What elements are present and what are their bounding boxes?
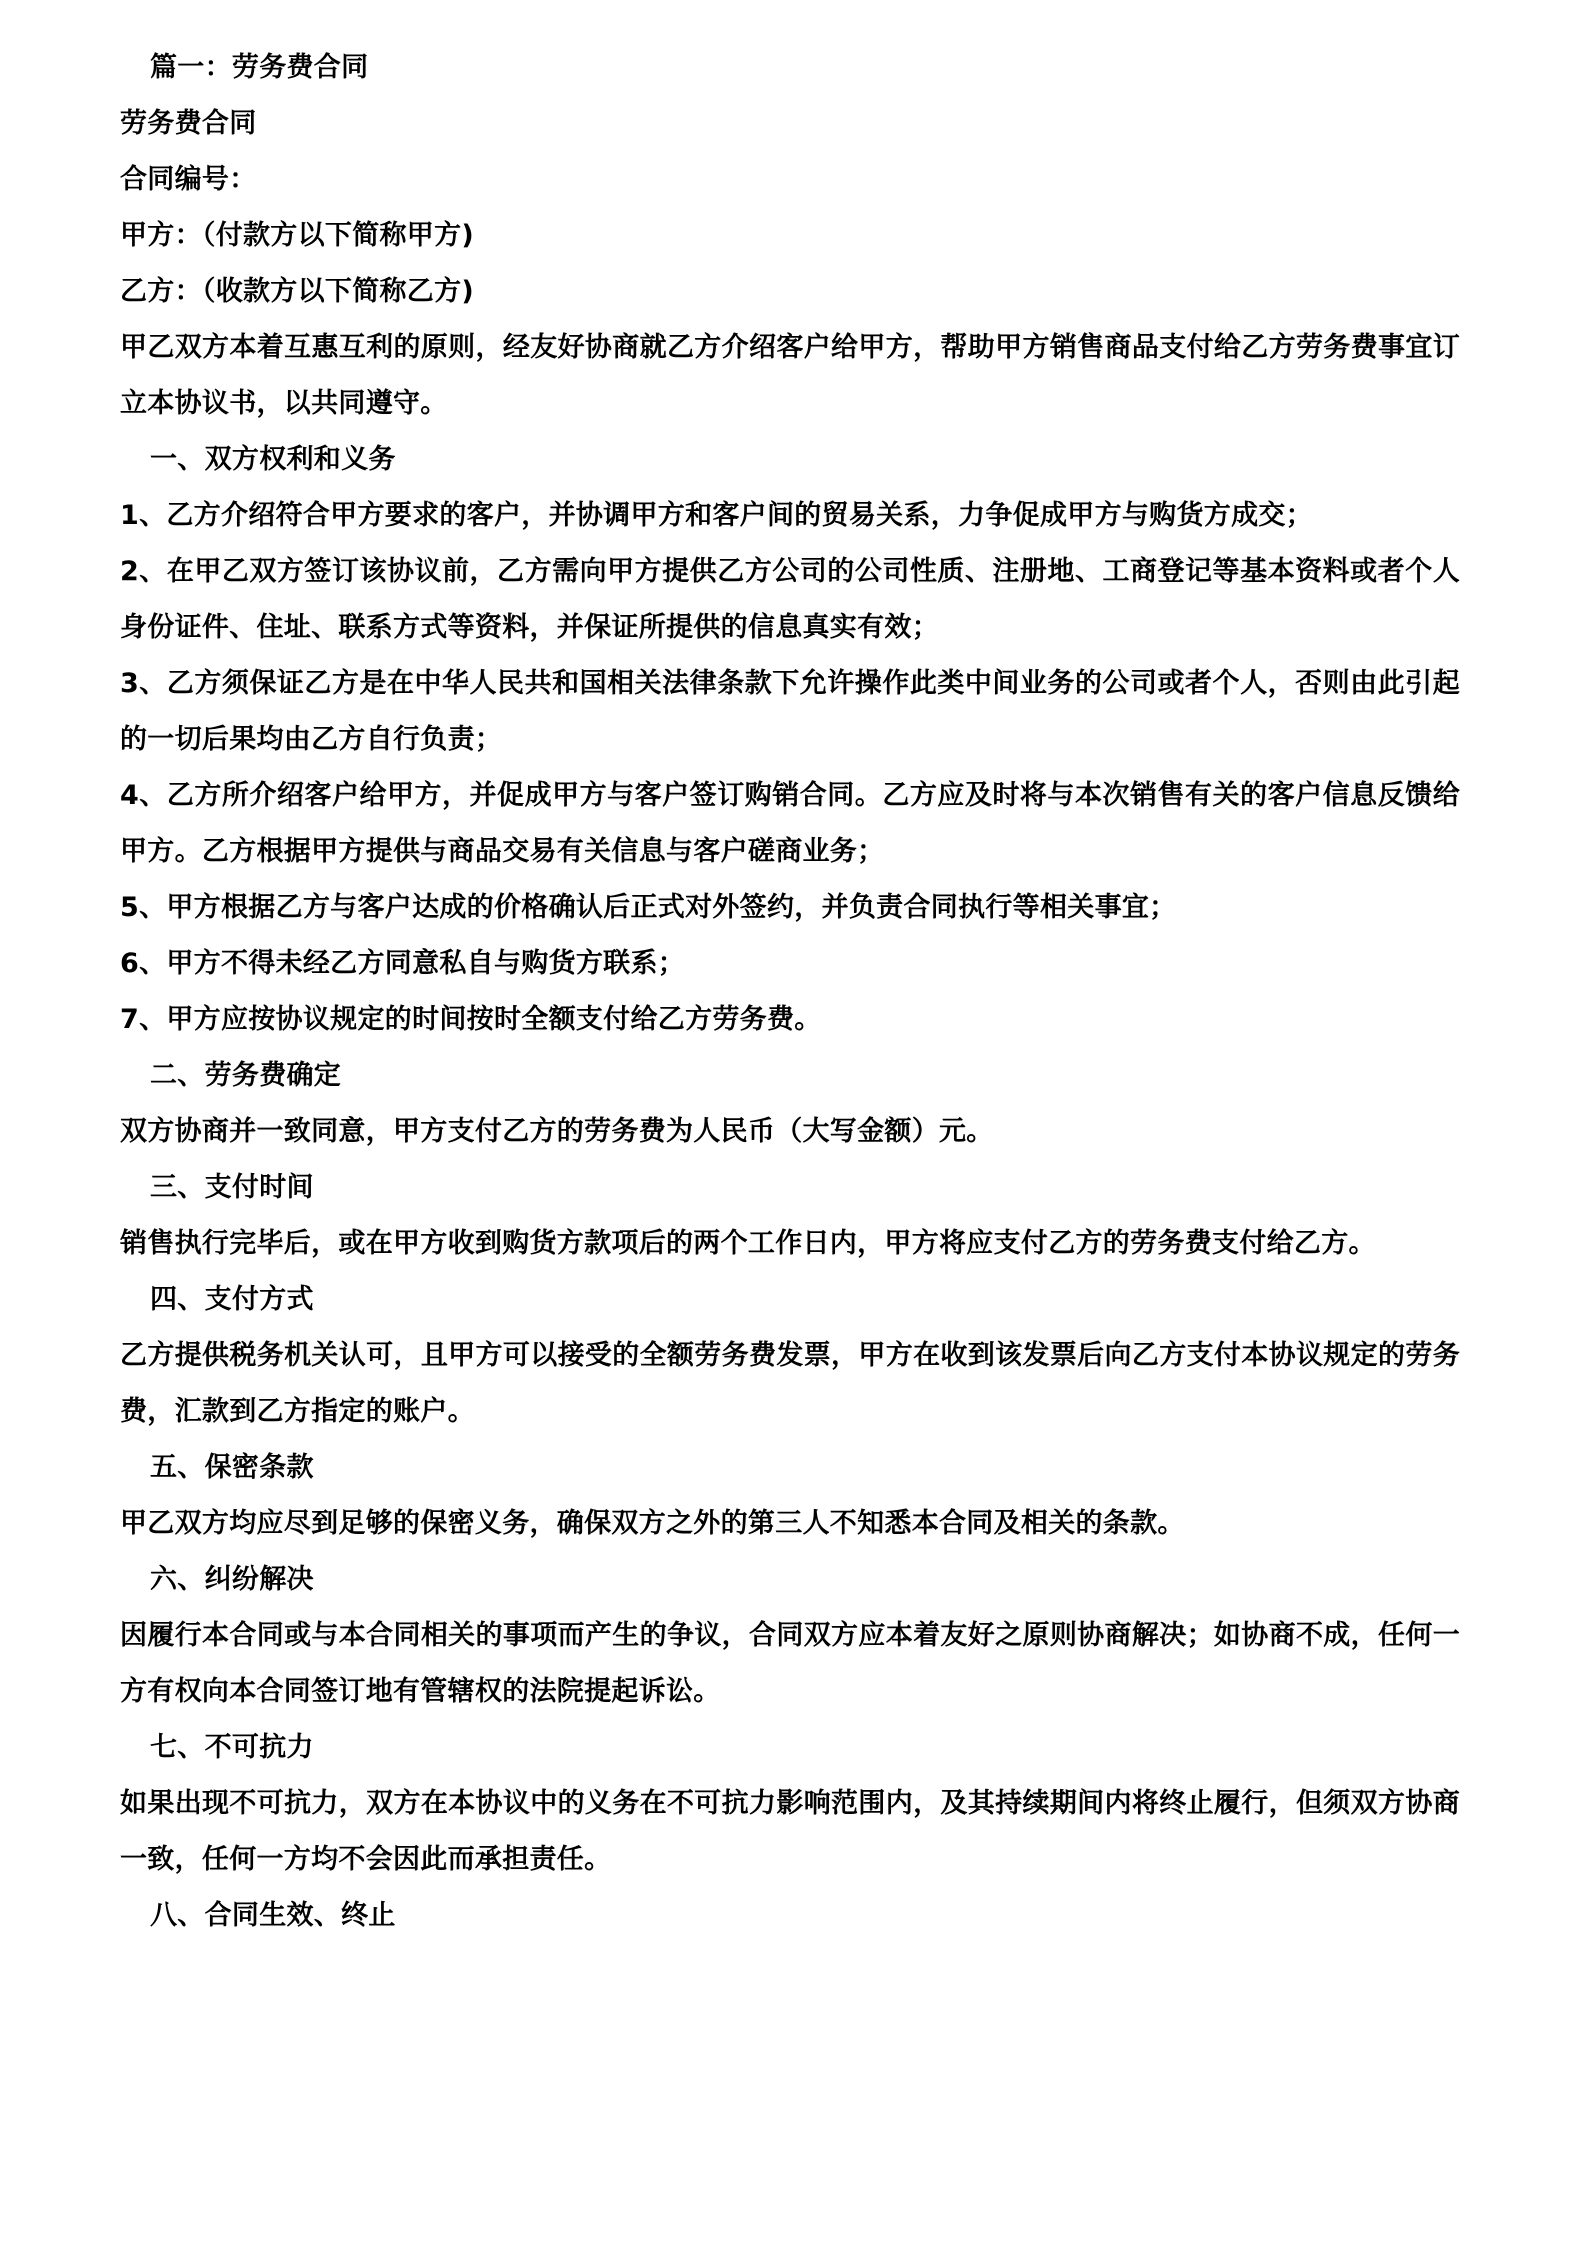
clause-1-1: 1、乙方介绍符合甲方要求的客户，并协调甲方和客户间的贸易关系，力争促成甲方与购货方成交；	[120, 500, 1313, 531]
clause-7-1: 如果出现不可抗力，双方在本协议中的义务在不可抗力影响范围内，及其持续期间内将终止履行，但须双方协商一致，任何一方均不会因此而承担责任。	[120, 1788, 1460, 1875]
document-body	[120, 40, 1460, 1944]
clause-6-1: 因履行本合同或与本合同相关的事项而产生的争议，合同双方应本着友好之原则协商解决；如协商不成，任何一方有权向本合同签订地有管辖权的法院提起诉讼。	[120, 1620, 1460, 1707]
party-b-line: 乙方：（收款方以下简称乙方)	[120, 276, 475, 307]
contract-number-line: 合同编号：	[120, 164, 257, 195]
clause-5-1: 甲乙双方均应尽到足够的保密义务，确保双方之外的第三人不知悉本合同及相关的条款。	[120, 1508, 1185, 1539]
clause-1-4: 4、乙方所介绍客户给甲方，并促成甲方与客户签订购销合同。乙方应及时将与本次销售有关的客户信息反馈给甲方。乙方根据甲方提供与商品交易有关信息与客户磋商业务；	[120, 780, 1460, 867]
clause-3-1: 销售执行完毕后，或在甲方收到购货方款项后的两个工作日内，甲方将应支付乙方的劳务费支付给乙方。	[120, 1228, 1376, 1259]
preamble-paragraph: 甲乙双方本着互惠互利的原则，经友好协商就乙方介绍客户给甲方，帮助甲方销售商品支付给乙方劳务费事宜订立本协议书，以共同遵守。	[120, 332, 1460, 419]
clause-1-6: 6、甲方不得未经乙方同意私自与购货方联系；	[120, 948, 686, 979]
clause-1-2: 2、在甲乙双方签订该协议前，乙方需向甲方提供乙方公司的公司性质、注册地、工商登记等基本资料或者个人身份证件、住址、联系方式等资料，并保证所提供的信息真实有效；	[120, 556, 1460, 643]
section-heading-1: 一、双方权利和义务	[150, 444, 396, 475]
section-heading-8: 八、合同生效、终止	[150, 1900, 396, 1931]
clause-1-5: 5、甲方根据乙方与客户达成的价格确认后正式对外签约，并负责合同执行等相关事宜；	[120, 892, 1177, 923]
clause-2-1: 双方协商并一致同意，甲方支付乙方的劳务费为人民币（大写金额）元。	[120, 1116, 994, 1147]
section-heading-7: 七、不可抗力	[150, 1732, 314, 1763]
document-subtitle: 劳务费合同	[120, 108, 257, 139]
clause-1-3: 3、乙方须保证乙方是在中华人民共和国相关法律条款下允许操作此类中间业务的公司或者个人，否则由此引起的一切后果均由乙方自行负责；	[120, 668, 1460, 755]
clause-1-7: 7、甲方应按协议规定的时间按时全额支付给乙方劳务费。	[120, 1004, 822, 1035]
clause-4-1: 乙方提供税务机关认可，且甲方可以接受的全额劳务费发票，甲方在收到该发票后向乙方支付本协议规定的劳务费，汇款到乙方指定的账户。	[120, 1340, 1460, 1427]
section-heading-2: 二、劳务费确定	[150, 1060, 342, 1091]
section-heading-5: 五、保密条款	[150, 1452, 314, 1483]
document-heading: 篇一：劳务费合同	[150, 52, 369, 83]
section-heading-6: 六、纠纷解决	[150, 1564, 314, 1595]
section-heading-3: 三、支付时间	[150, 1172, 314, 1203]
party-a-line: 甲方：（付款方以下简称甲方)	[120, 220, 475, 251]
section-heading-4: 四、支付方式	[150, 1284, 314, 1315]
